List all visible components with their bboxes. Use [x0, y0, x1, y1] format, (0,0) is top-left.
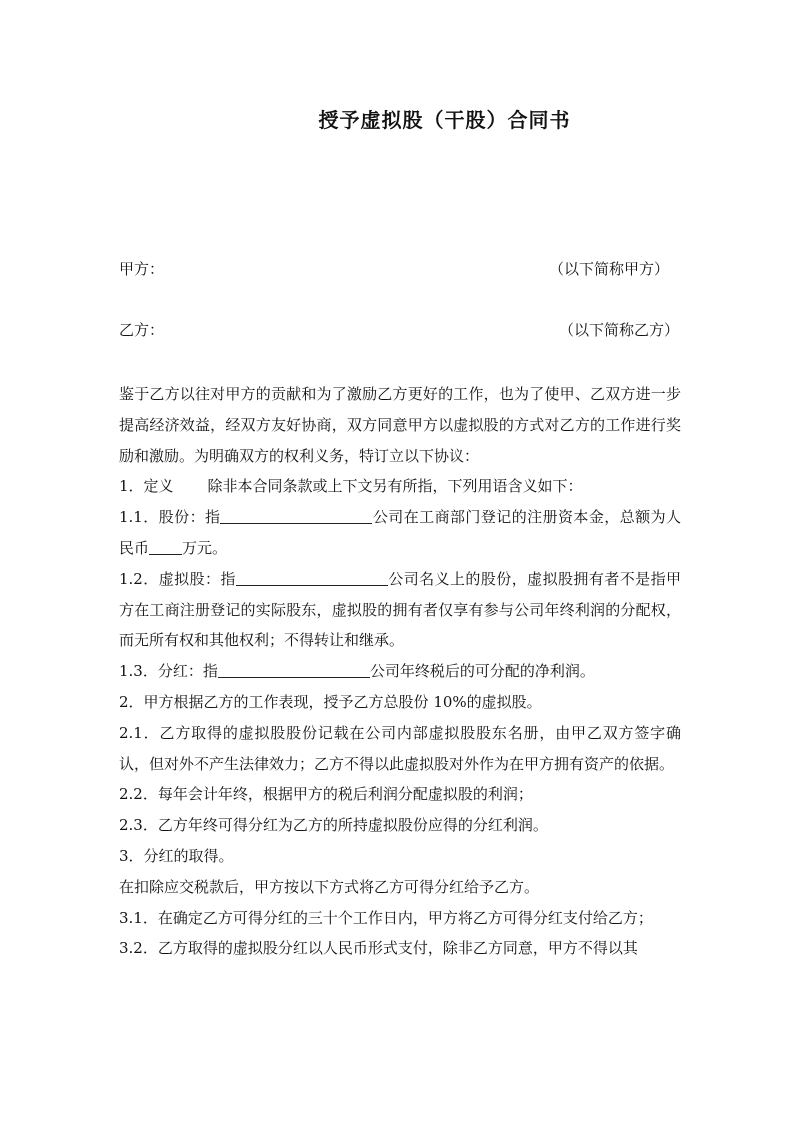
clause-1-3-lead: 1.3．分红：指 [119, 662, 218, 681]
intro-paragraph: 鉴于乙方以往对甲方的贡献和为了激励乙方更好的工作，也为了使甲、乙双方进一步提高经济效益，经双方友好协商，双方同意甲方以虚拟股的方式对乙方的工作进行奖励和激励。为明确双方的权利义务，特订立以下协议： [119, 385, 681, 465]
section-3-intro: 在扣除应交税款后，甲方按以下方式将乙方可得分红给予乙方。 [119, 877, 540, 896]
company-name-blank-2[interactable] [236, 567, 388, 586]
company-name-blank[interactable] [220, 505, 372, 524]
clause-1-1-tail: 万元。 [182, 538, 228, 557]
party-a-label: 甲方： [119, 260, 165, 278]
clause-1-2-body: 公司名义上的股份，虚拟股拥有者不是指甲方在工商注册登记的实际股东，虚拟股的拥有者仅享有参与公司年终利润的分配权，而无所有权和其他权利；不得转让和继承。 [119, 569, 681, 650]
clause-1-1 [119, 502, 681, 564]
clause-1-1-body: 公司在工商部门登记的注册资本金，总额为人民币 [119, 508, 681, 557]
section-1 [119, 471, 681, 502]
clause-1-3-body: 公司年终税后的可分配的净利润。 [369, 662, 595, 681]
clause-3-1: 3.1．在确定乙方可得分红的三十个工作日内，甲方将乙方可得分红支付给乙方； [119, 908, 653, 927]
party-b-line [119, 319, 679, 341]
clause-1-2 [119, 564, 681, 656]
party-b-note: （以下简称乙方） [558, 321, 679, 339]
section-2: 2．甲方根据乙方的工作表现，授予乙方总股份 10%的虚拟股。 [119, 692, 542, 711]
section-1-text: 除非本合同条款或上下文另有所指，下列用语含义如下： [207, 477, 583, 496]
capital-amount-blank[interactable] [149, 536, 182, 555]
party-a-line [119, 258, 679, 280]
clause-2-2: 2.2．每年会计年终，根据甲方的税后利润分配虚拟股的利润； [119, 785, 533, 804]
document-title: 授予虚拟股（干股）合同书 [318, 108, 571, 132]
clause-1-2-lead: 1.2．虚拟股：指 [119, 569, 236, 588]
section-1-number: 1．定义 [119, 477, 174, 496]
clause-3-2: 3.2．乙方取得的虚拟股分红以人民币形式支付，除非乙方同意，甲方不得以其 [119, 939, 638, 958]
party-b-label: 乙方： [119, 321, 165, 339]
party-a-note: （以下简称甲方） [548, 260, 669, 278]
clause-2-1: 2.1．乙方取得的虚拟股股份记载在公司内部虚拟股股东名册，由甲乙双方签字确认，但对外不产生法律效力；乙方不得以此虚拟股对外作为在甲方拥有资产的依据。 [119, 723, 681, 773]
clause-2-3: 2.3．乙方年终可得分红为乙方的所持虚拟股份应得的分红利润。 [119, 816, 548, 835]
section-3: 3．分红的取得。 [119, 846, 234, 865]
clause-1-3 [119, 656, 681, 687]
document-body [119, 379, 681, 964]
company-name-blank-3[interactable] [218, 659, 370, 678]
clause-1-1-lead: 1.1．股份：指 [119, 508, 221, 527]
